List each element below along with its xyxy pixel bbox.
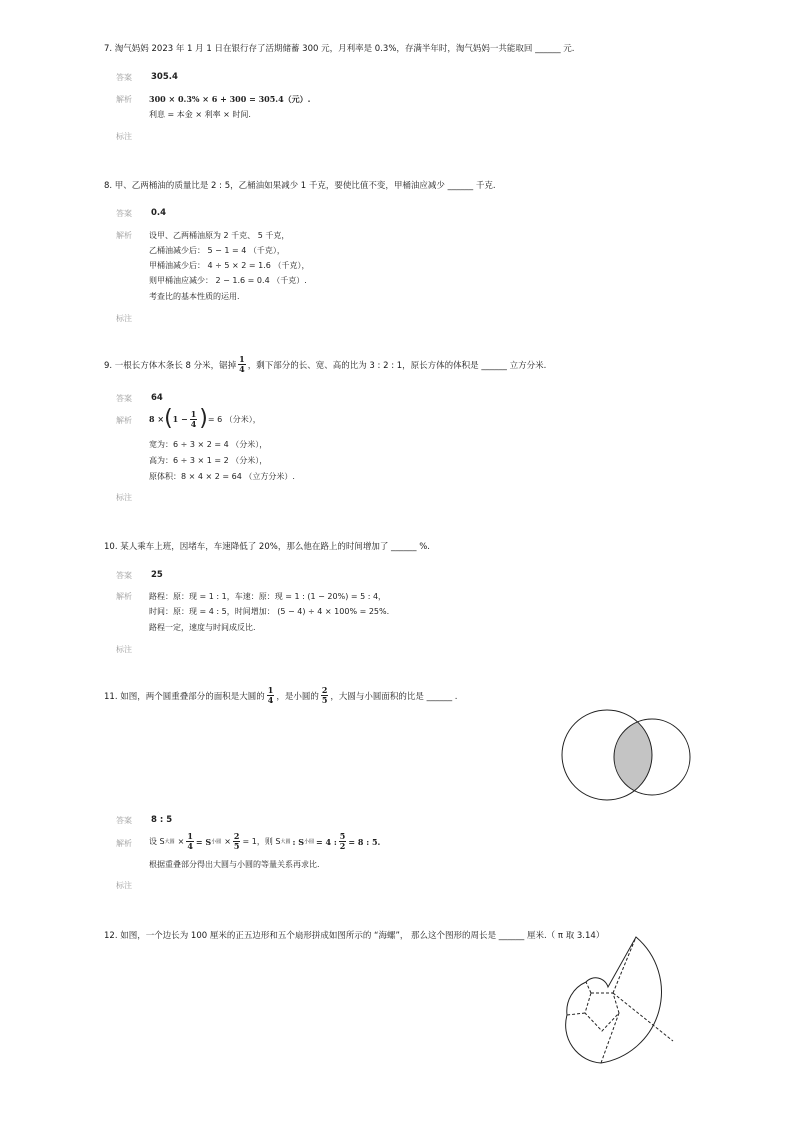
fraction	[233, 832, 241, 851]
right-paren: )	[199, 406, 208, 431]
q8-analysis-line: 则甲桶油应减少： 2 − 1.6 = 0.4 （千克）.	[149, 276, 307, 285]
expr-part: 1 −	[172, 414, 188, 424]
note-label[interactable]: 标注	[116, 881, 132, 890]
overlapping-circles-figure	[560, 708, 695, 803]
q11-analysis-line: 根据重叠部分得出大圆与小圆的等量关系再求比.	[149, 860, 320, 869]
fraction	[339, 832, 347, 851]
answer-label: 答案	[116, 571, 132, 580]
subscript: 小圆	[303, 839, 314, 845]
fraction-numerator: 1	[239, 354, 245, 364]
expr-part: : S	[292, 836, 304, 847]
divider-line	[613, 937, 636, 993]
q11-answer: 8 : 5	[151, 815, 173, 825]
divider-line	[613, 993, 673, 1041]
outer-outline	[566, 937, 662, 1063]
expr-part: 设 S	[149, 837, 165, 846]
q8-analysis-line: 甲桶油减少后： 4 ÷ 5 × 2 = 1.6 （千克），	[149, 261, 310, 270]
fraction-numerator: 1	[190, 408, 197, 419]
q10-answer: 25	[151, 570, 163, 580]
note-label[interactable]: 标注	[116, 132, 132, 141]
subscript: 大圆	[164, 839, 175, 845]
fraction-denominator: 4	[187, 841, 193, 851]
q9-analysis-line: 原体积：8 × 4 × 2 = 64 （立方分米）.	[149, 472, 295, 481]
q11-text-part: 11. 如图，两个圆重叠部分的面积是大圆的	[104, 691, 265, 702]
question-11-text	[104, 686, 458, 705]
answer-label: 答案	[116, 816, 132, 825]
note-label[interactable]: 标注	[116, 493, 132, 502]
fraction	[267, 686, 275, 705]
q11-text-part: ，是小圆的	[276, 691, 319, 702]
answer-label: 答案	[116, 394, 132, 403]
expr-part: ×	[177, 837, 185, 846]
q8-answer: 0.4	[151, 208, 167, 218]
expr-part: = 1，则 S	[242, 837, 281, 846]
left-paren: (	[164, 406, 173, 431]
conch-shell-figure	[556, 935, 696, 1070]
fraction	[190, 410, 198, 429]
expr-part: = 4 :	[316, 836, 337, 847]
divider-line	[601, 1013, 619, 1063]
fraction-numerator: 2	[233, 831, 240, 841]
question-9-text	[104, 355, 546, 374]
divider-line	[586, 982, 591, 993]
question-10-text: 10. 某人乘车上班，因堵车，车速降低了 20%，那么他在路上的时间增加了 ______ %.	[104, 542, 430, 552]
fraction	[186, 832, 194, 851]
analysis-label: 解析	[116, 839, 132, 848]
fraction-denominator: 4	[267, 695, 274, 705]
fraction	[321, 686, 329, 705]
expr-part: = S	[195, 836, 212, 847]
fraction-denominator: 5	[233, 841, 240, 851]
answer-label: 答案	[116, 209, 132, 218]
q11-analysis-line	[149, 832, 380, 851]
fraction-denominator: 4	[190, 418, 197, 429]
q9-text-part: 9. 一根长方体木条长 8 分米，锯掉	[104, 360, 237, 371]
q9-analysis-line	[149, 406, 261, 431]
expr-part: = 6 （分米），	[207, 414, 261, 424]
question-8-text: 8. 甲、乙两桶油的质量比是 2 : 5，乙桶油如果减少 1 千克，要使比值不变，甲桶油应减少 ______ 千克.	[104, 181, 496, 191]
fraction-numerator: 2	[321, 685, 328, 695]
q9-text-part: ，剩下部分的长、宽、高的比为 3 : 2 : 1，原长方体的体积是 ______ 立方分米.	[247, 360, 547, 371]
question-12-text: 12. 如图，一个边长为 100 厘米的正五边形和五个扇形拼成如图所示的 “海螺”， 那么这个图形的周长是 ______ 厘米.（ π 取 3.14）	[104, 931, 605, 941]
analysis-label: 解析	[116, 231, 132, 240]
fraction-denominator: 2	[339, 841, 346, 851]
expr-part: 8 ×	[149, 414, 165, 424]
fraction-numerator: 1	[267, 685, 274, 695]
q9-answer: 64	[151, 393, 163, 403]
fraction	[238, 355, 246, 374]
q7-answer: 305.4	[151, 72, 178, 82]
expr-part: ×	[224, 837, 231, 846]
q8-analysis-line: 设甲、乙两桶油原为 2 千克、 5 千克，	[149, 231, 290, 240]
note-label[interactable]: 标注	[116, 645, 132, 654]
analysis-label: 解析	[116, 416, 132, 425]
q10-analysis-line: 时间：原：现 = 4 : 5，时间增加： (5 − 4) ÷ 4 × 100% = 25%.	[149, 607, 390, 616]
q9-analysis-line: 高为：6 ÷ 3 × 1 = 2 （分米），	[149, 456, 268, 465]
fraction-denominator: 5	[321, 695, 328, 705]
fraction-numerator: 1	[187, 831, 193, 841]
note-label[interactable]: 标注	[116, 314, 132, 323]
q8-analysis-line: 考查比的基本性质的运用.	[149, 292, 240, 301]
fraction-denominator: 4	[239, 364, 245, 374]
answer-label: 答案	[116, 73, 132, 82]
analysis-label: 解析	[116, 95, 132, 104]
expr-part: = 8 : 5.	[348, 836, 381, 847]
divider-line	[567, 1013, 585, 1015]
pentagon	[585, 993, 619, 1031]
q10-analysis-line: 路程：原：现 = 1 : 1，车速：原：现 = 1 : (1 − 20%) = 5 : 4，	[149, 592, 387, 601]
question-7-text: 7. 淘气妈妈 2023 年 1 月 1 日在银行存了活期储蓄 300 元，月利率是 0.3%，存满半年时，淘气妈妈一共能取回 ______ 元.	[104, 44, 575, 54]
q9-analysis-line: 宽为：6 ÷ 3 × 2 = 4 （分米），	[149, 440, 268, 449]
subscript: 大圆	[280, 839, 291, 845]
q10-analysis-line: 路程一定，速度与时间成反比.	[149, 623, 256, 632]
q7-analysis-line: 利息 = 本金 × 利率 × 时间.	[149, 110, 251, 119]
analysis-label: 解析	[116, 592, 132, 601]
q11-text-part: ，大圆与小圆面积的比是 ______ .	[330, 691, 458, 702]
subscript: 小圆	[211, 839, 222, 845]
q7-analysis-line: 300 × 0.3% × 6 + 300 = 305.4（元）.	[149, 94, 311, 104]
fraction-numerator: 5	[339, 831, 346, 841]
q8-analysis-line: 乙桶油减少后： 5 − 1 = 4 （千克），	[149, 246, 285, 255]
